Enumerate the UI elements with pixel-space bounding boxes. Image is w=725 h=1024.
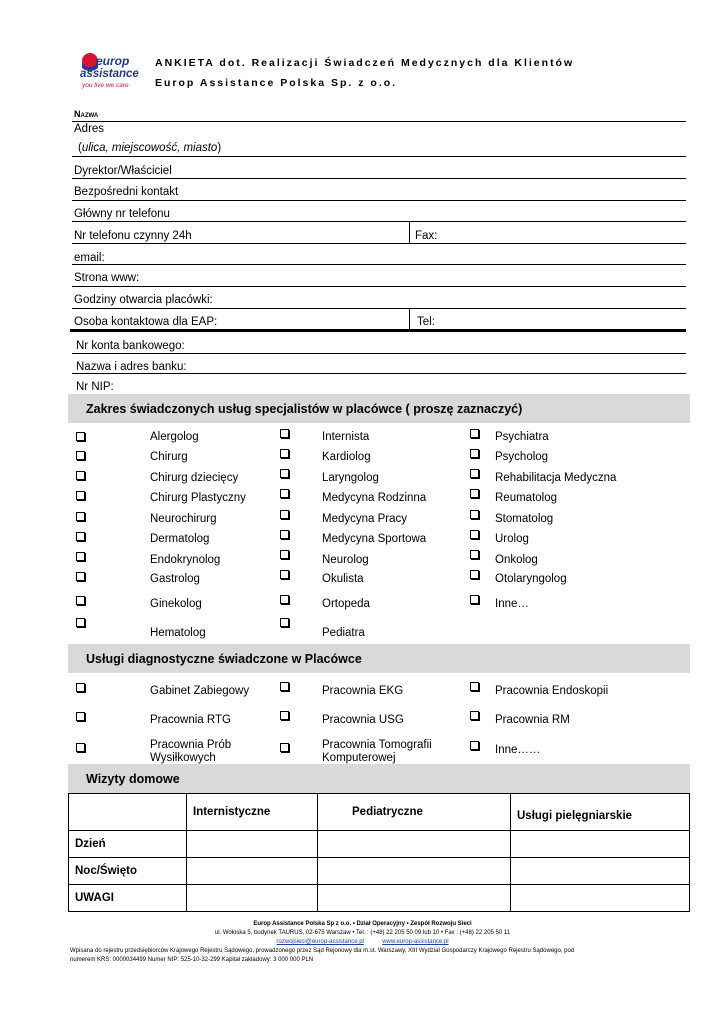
option-label: Onkolog bbox=[495, 554, 538, 566]
option-label: Pediatra bbox=[322, 627, 365, 639]
checkbox-pracownia-ekg[interactable] bbox=[280, 682, 289, 691]
checkbox-pediatra[interactable] bbox=[280, 618, 289, 627]
visits-row-label: UWAGI bbox=[69, 885, 187, 912]
field-tel-label: Tel: bbox=[417, 316, 435, 328]
field-email-label: email: bbox=[74, 252, 105, 264]
logo-tagline: you live we care bbox=[82, 82, 129, 89]
checkbox-pracownia-prob[interactable] bbox=[76, 743, 85, 752]
checkbox-laryngolog[interactable] bbox=[280, 469, 289, 478]
visits-cell[interactable] bbox=[187, 858, 318, 885]
checkbox-pracownia-usg[interactable] bbox=[280, 711, 289, 720]
visits-cell[interactable] bbox=[187, 885, 318, 912]
checkbox-urolog[interactable] bbox=[470, 530, 479, 539]
checkbox-ortopeda[interactable] bbox=[280, 595, 289, 604]
visits-column-header: Pediatryczne bbox=[318, 794, 511, 831]
option-label: Rehabilitacja Medyczna bbox=[495, 472, 617, 484]
field-osoba-label: Osoba kontaktowa dla EAP: bbox=[74, 316, 218, 328]
option-label: Inne… bbox=[495, 598, 529, 610]
checkbox-inne[interactable] bbox=[470, 595, 479, 604]
checkbox-pracownia-rm[interactable] bbox=[470, 711, 479, 720]
field-divider bbox=[409, 308, 410, 330]
footer-links bbox=[0, 938, 725, 946]
option-label: Pracownia Tomografii Komputerowej bbox=[322, 739, 432, 764]
field-telefon-label: Główny nr telefonu bbox=[74, 208, 170, 220]
footer-registry: Wpisana do rejestru przedsiębiorców Krajowego Rejestru Sądowego, prowadzonego przez Sąd Rejonowy dla m.st. Warszawy, XIII Wydział Gospodarczy Krajowego Rejestru Sądowego, pod bbox=[70, 948, 575, 954]
option-label: Internista bbox=[322, 431, 370, 443]
footer-www-link[interactable]: www.europ-assistance.pl bbox=[382, 939, 449, 945]
option-label: Neurolog bbox=[322, 554, 369, 566]
footer-krs: numerem KRS: 0000034499 Numer NIP: 525-10-32-299 Kapitał zakładowy: 3 000 000 PLN bbox=[70, 957, 314, 963]
option-label: Kardiolog bbox=[322, 451, 371, 463]
option-label: Endokrynolog bbox=[150, 554, 221, 566]
option-label: Pracownia Prób Wysiłkowych bbox=[150, 739, 232, 764]
option-label: Pracownia RM bbox=[495, 714, 570, 726]
field-telefon-line[interactable] bbox=[72, 221, 686, 222]
option-label: Okulista bbox=[322, 573, 364, 585]
checkbox-chirurg-dzieciecy[interactable] bbox=[76, 471, 85, 480]
logo-text-assistance: assistance bbox=[80, 68, 139, 80]
checkbox-onkolog[interactable] bbox=[470, 550, 479, 559]
option-label: Stomatolog bbox=[495, 513, 554, 525]
checkbox-chirurg[interactable] bbox=[76, 451, 85, 460]
option-label: Chirurg dziecięcy bbox=[150, 472, 239, 484]
checkbox-otolaryngolog[interactable] bbox=[470, 570, 479, 579]
checkbox-hematolog[interactable] bbox=[76, 618, 85, 627]
checkbox-gastrolog[interactable] bbox=[76, 572, 85, 581]
table-row bbox=[69, 831, 690, 858]
section-header-diagnostics: Usługi diagnostyczne świadczone w Placówce bbox=[68, 644, 690, 673]
visits-cell[interactable] bbox=[318, 885, 511, 912]
option-label: Pracownia USG bbox=[322, 714, 404, 726]
field-kontakt-label: Bezpośredni kontakt bbox=[74, 186, 179, 198]
option-label: Dermatolog bbox=[150, 533, 210, 545]
checkbox-stomatolog[interactable] bbox=[470, 510, 479, 519]
table-row bbox=[69, 885, 690, 912]
visits-table-corner bbox=[69, 794, 187, 831]
footer-address: ul. Wołoska 5, budynek TAURUS, 02-675 Warszaw • Tel. : (+48) 22 205 50 09 lub 10 • Fax : (+48) 22 205 50 11 bbox=[214, 930, 511, 936]
field-www-label: Strona www: bbox=[74, 272, 140, 284]
checkbox-gabinet-zabiegowy[interactable] bbox=[76, 683, 85, 692]
visits-cell[interactable] bbox=[511, 831, 690, 858]
checkbox-kardiolog[interactable] bbox=[280, 449, 289, 458]
option-label: Hematolog bbox=[150, 627, 206, 639]
visits-cell[interactable] bbox=[511, 858, 690, 885]
checkbox-medycyna-pracy[interactable] bbox=[280, 510, 289, 519]
option-label: Neurochirurg bbox=[150, 513, 217, 525]
visits-table-header-row bbox=[69, 794, 690, 831]
field-osoba-thick-line[interactable] bbox=[70, 329, 686, 332]
field-www-line[interactable] bbox=[72, 286, 686, 287]
field-konto-label: Nr konta bankowego: bbox=[76, 340, 185, 352]
field-nazwa-label: Nazwa bbox=[74, 109, 99, 119]
checkbox-okulista[interactable] bbox=[280, 570, 289, 579]
checkbox-inne-diagnostyka[interactable] bbox=[470, 741, 479, 750]
field-kontakt-line[interactable] bbox=[72, 200, 686, 201]
field-divider bbox=[409, 221, 410, 243]
checkbox-dermatolog[interactable] bbox=[76, 532, 85, 541]
field-bank-label: Nazwa i adres banku: bbox=[76, 361, 187, 373]
visits-cell[interactable] bbox=[318, 831, 511, 858]
checkbox-internista[interactable] bbox=[280, 429, 289, 438]
option-label: Pracownia EKG bbox=[322, 685, 404, 697]
checkbox-neurochirurg[interactable] bbox=[76, 512, 85, 521]
checkbox-ginekolog[interactable] bbox=[76, 596, 85, 605]
form-title: ANKIETA dot. Realizacji Świadczeń Medycznych dla Klientów bbox=[155, 57, 575, 69]
checkbox-pracownia-rtg[interactable] bbox=[76, 712, 85, 721]
visits-column-header: Usługi pielęgniarskie bbox=[511, 794, 690, 831]
europ-assistance-logo bbox=[78, 50, 140, 98]
checkbox-medycyna-rodzinna[interactable] bbox=[280, 489, 289, 498]
field-adres-label: Adres bbox=[74, 123, 105, 135]
visits-table bbox=[68, 793, 690, 912]
checkbox-pracownia-tomografii[interactable] bbox=[280, 743, 289, 752]
option-label: Pracownia Endoskopii bbox=[495, 685, 609, 697]
field-email-line[interactable] bbox=[72, 264, 686, 265]
option-label: Reumatolog bbox=[495, 492, 558, 504]
field-dyrektor-line[interactable] bbox=[72, 178, 686, 179]
field-godziny-label: Godziny otwarcia placówki: bbox=[74, 294, 213, 306]
option-label: Medycyna Pracy bbox=[322, 513, 408, 525]
checkbox-neurolog[interactable] bbox=[280, 550, 289, 559]
option-label: Chirurg bbox=[150, 451, 188, 463]
field-telefon24-label: Nr telefonu czynny 24h bbox=[74, 230, 192, 242]
footer-company: Europ Assistance Polska Sp z o.o. • Dział Operacyjny • Zespół Rozwoju Sieci bbox=[253, 921, 472, 927]
footer-email-link[interactable]: rozwojsieci@europ-assistance.pl bbox=[276, 939, 364, 945]
option-label: Otolaryngolog bbox=[495, 573, 567, 585]
logo-text-europ: europ bbox=[96, 54, 130, 68]
checkbox-pracownia-endoskopii[interactable] bbox=[470, 682, 479, 691]
visits-row-label: Noc/Święto bbox=[69, 858, 187, 885]
option-label: Gabinet Zabiegowy bbox=[150, 685, 250, 697]
option-label: Medycyna Rodzinna bbox=[322, 492, 427, 504]
field-godziny-line[interactable] bbox=[72, 308, 686, 309]
checkbox-alergolog[interactable] bbox=[76, 432, 85, 441]
option-label: Gastrolog bbox=[150, 573, 200, 585]
field-adres-line[interactable] bbox=[72, 156, 686, 157]
option-label: Alergolog bbox=[150, 431, 199, 443]
visits-row-label: Dzień bbox=[69, 831, 187, 858]
field-nip-label: Nr NIP: bbox=[76, 381, 114, 393]
option-label: Pracownia RTG bbox=[150, 714, 231, 726]
section-header-visits: Wizyty domowe bbox=[68, 764, 690, 793]
checkbox-psychiatra[interactable] bbox=[470, 429, 479, 438]
section-header-specialists: Zakres świadczonych usług specjalistów w placówce ( proszę zaznaczyć) bbox=[68, 394, 690, 423]
table-row bbox=[69, 858, 690, 885]
visits-cell[interactable] bbox=[511, 885, 690, 912]
checkbox-medycyna-sportowa[interactable] bbox=[280, 530, 289, 539]
field-telefon24-line[interactable] bbox=[72, 243, 686, 244]
field-bank-line[interactable] bbox=[72, 373, 686, 374]
option-label: Ginekolog bbox=[150, 598, 202, 610]
option-label: Psychiatra bbox=[495, 431, 549, 443]
checkbox-chirurg-plastyczny[interactable] bbox=[76, 491, 85, 500]
visits-cell[interactable] bbox=[187, 831, 318, 858]
visits-cell[interactable] bbox=[318, 858, 511, 885]
field-dyrektor-label: Dyrektor/Właściciel bbox=[74, 165, 172, 177]
option-label: Chirurg Plastyczny bbox=[150, 492, 246, 504]
field-konto-line[interactable] bbox=[72, 353, 686, 354]
field-fax-label: Fax: bbox=[415, 230, 438, 242]
checkbox-endokrynolog[interactable] bbox=[76, 552, 85, 561]
checkbox-rehabilitacja[interactable] bbox=[470, 469, 479, 478]
option-label: Laryngolog bbox=[322, 472, 379, 484]
field-nazwa-line[interactable] bbox=[72, 121, 686, 122]
checkbox-psycholog[interactable] bbox=[470, 449, 479, 458]
option-label: Medycyna Sportowa bbox=[322, 533, 427, 545]
option-label: Urolog bbox=[495, 533, 529, 545]
company-name: Europ Assistance Polska Sp. z o.o. bbox=[155, 77, 398, 89]
field-adres-hint: (ulica, miejscowość, miasto) bbox=[78, 142, 222, 154]
option-label: Ortopeda bbox=[322, 598, 370, 610]
checkbox-reumatolog[interactable] bbox=[470, 489, 479, 498]
option-label: Psycholog bbox=[495, 451, 549, 463]
visits-column-header: Internistyczne bbox=[187, 794, 318, 831]
option-label: Inne…… bbox=[495, 744, 541, 756]
